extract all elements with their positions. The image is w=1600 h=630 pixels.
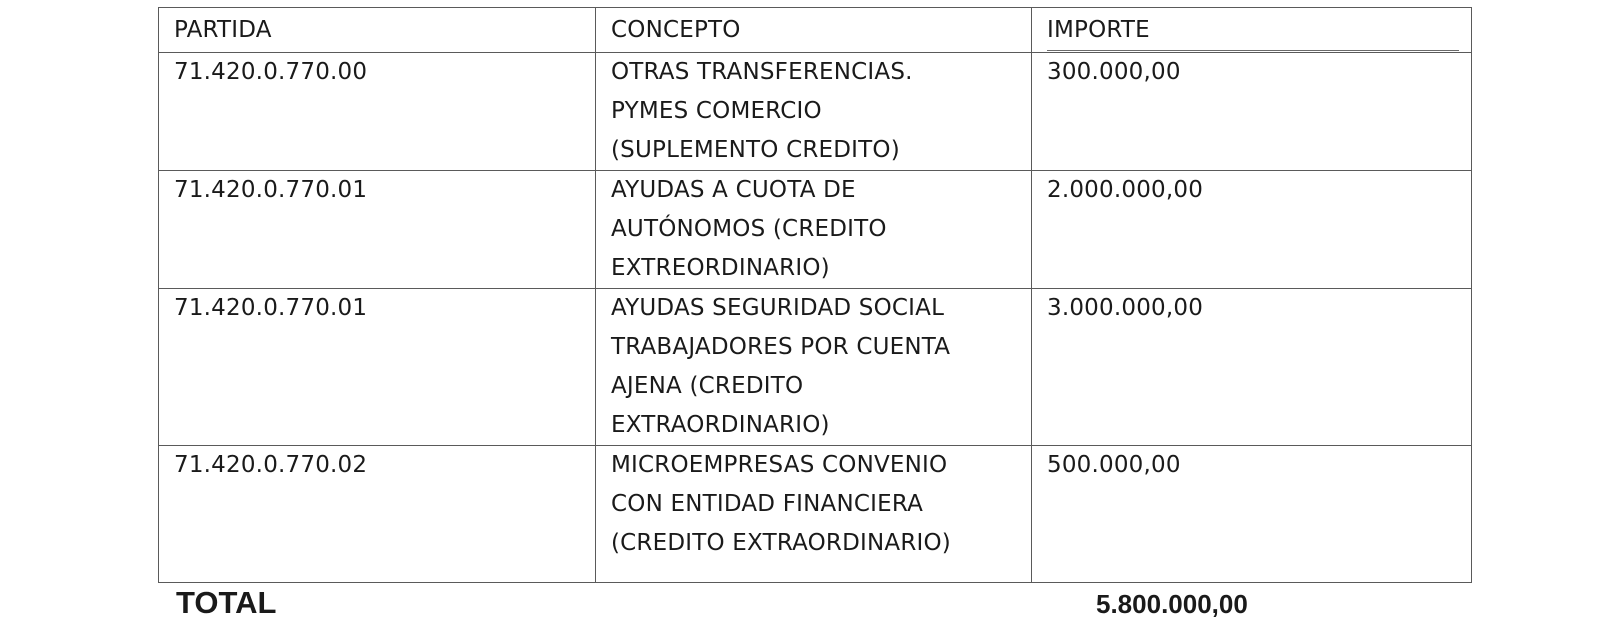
concepto-cell (596, 171, 1032, 289)
concepto-line: OTRAS TRANSFERENCIAS. (611, 59, 913, 85)
concepto-line: TRABAJADORES POR CUENTA (611, 334, 951, 360)
partida-cell: 71.420.0.770.01 (159, 289, 596, 446)
concepto-line: AUTÓNOMOS (CREDITO (611, 216, 887, 242)
concepto-line: PYMES COMERCIO (611, 98, 822, 124)
importe-cell: 3.000.000,00 (1032, 289, 1472, 446)
concepto-cell (596, 53, 1032, 171)
table-header-row (159, 8, 1472, 53)
concepto-cell (596, 446, 1032, 583)
table-row (159, 53, 1472, 171)
importe-cell: 500.000,00 (1032, 446, 1472, 583)
header-importe-underline (1047, 50, 1459, 52)
header-importe (1032, 8, 1472, 53)
concepto-line: AYUDAS A CUOTA DE (611, 177, 856, 203)
concepto-line: AJENA (CREDITO (611, 373, 804, 399)
concepto-line: AYUDAS SEGURIDAD SOCIAL (611, 295, 945, 321)
concepto-line: CON ENTIDAD FINANCIERA (611, 491, 924, 517)
header-concepto: CONCEPTO (596, 8, 1032, 53)
header-importe-label: IMPORTE (1047, 17, 1150, 43)
total-value: 5.800.000,00 (1096, 589, 1248, 619)
table-row (159, 289, 1472, 446)
header-partida: PARTIDA (159, 8, 596, 53)
budget-table (158, 7, 1472, 583)
table-row (159, 446, 1472, 583)
importe-cell: 2.000.000,00 (1032, 171, 1472, 289)
table-row (159, 171, 1472, 289)
concepto-line: EXTREORDINARIO) (611, 255, 830, 281)
partida-cell: 71.420.0.770.00 (159, 53, 596, 171)
concepto-cell (596, 289, 1032, 446)
partida-cell: 71.420.0.770.01 (159, 171, 596, 289)
total-label: TOTAL (176, 585, 277, 620)
importe-cell: 300.000,00 (1032, 53, 1472, 171)
partida-cell: 71.420.0.770.02 (159, 446, 596, 583)
concepto-line: MICROEMPRESAS CONVENIO (611, 452, 948, 478)
concepto-line: (SUPLEMENTO CREDITO) (611, 137, 900, 163)
concepto-line: EXTRAORDINARIO) (611, 412, 830, 438)
concepto-line: (CREDITO EXTRAORDINARIO) (611, 530, 951, 556)
